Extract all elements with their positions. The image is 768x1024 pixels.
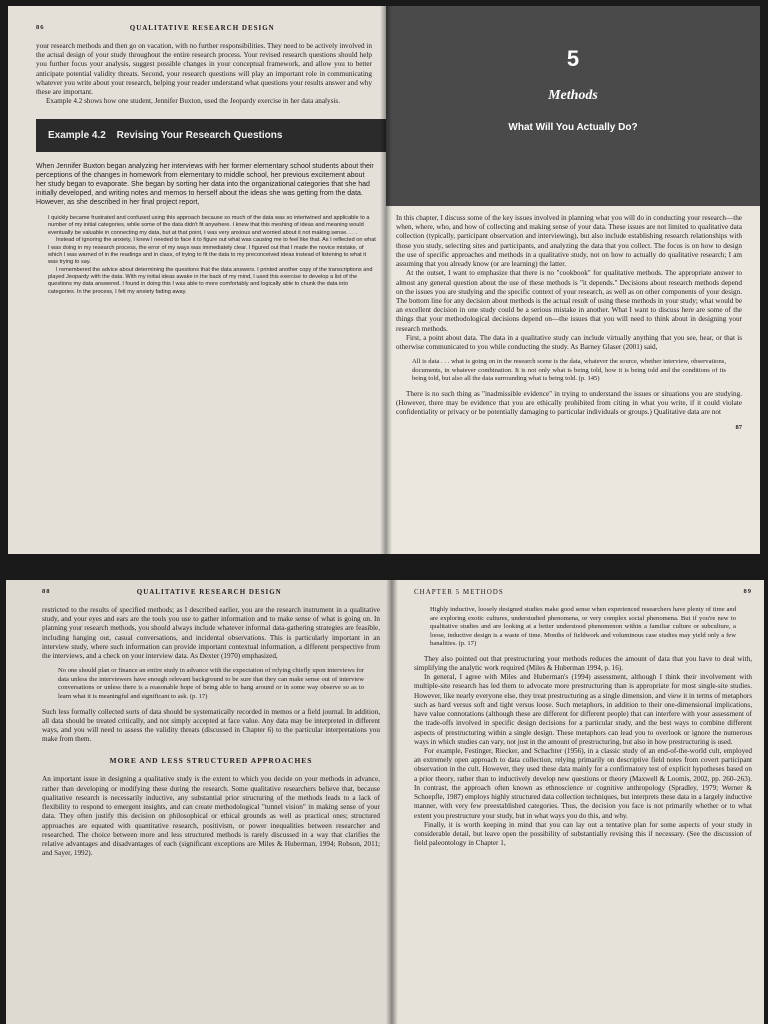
paragraph: Such less formally collected sorts of data should be systematically recorded in memos or a field journal. In addition, all data should be treated critically, and not simply accepted at face value. Any data may be interpreted in different ways, and you will need to assess the validity threats (discussed in Chapter 6) to the particular interpretations you make from them.	[42, 707, 380, 744]
example-box	[36, 119, 386, 297]
page-89	[392, 580, 764, 1024]
running-head-title: CHAPTER 5 METHODS	[414, 588, 504, 596]
paragraph: your research methods and then go on vacation, with no further responsibilities. They need to be actively involved in the actual design of your study throughout the entire research process. Your revised research questions should help you further focus your analysis, suggest possible changes in your conceptual framework, and allow you to better anticipate potential validity threats. Second, your research questions will play an important role in communicating whatever you write about your research, helping your reader understand what questions your results answer and why these are important.	[36, 42, 372, 97]
running-head-title: QUALITATIVE RESEARCH DESIGN	[136, 588, 282, 596]
page-number: 87	[735, 423, 742, 431]
page-content	[386, 206, 760, 431]
book-gutter-shadow	[380, 6, 392, 554]
running-head	[42, 588, 380, 596]
chapter-title: Methods	[548, 88, 598, 103]
running-head	[36, 24, 372, 32]
paragraph: Example 4.2 shows how one student, Jennifer Buxton, used the Jeopardy exercise in her data analysis.	[46, 97, 341, 106]
page-number: 89	[743, 588, 752, 595]
paragraph: Finally, it is worth keeping in mind that you can lay out a tentative plan for some aspects of your study in considerable detail, but leave open the possibility of substantially revising this if necessary. (See the discussion of field paleontology in Chapter 1,	[414, 820, 752, 848]
book-gutter-shadow	[386, 580, 398, 1024]
quote-paragraph: I quickly became frustrated and confused using this approach because so much of the data was so intertwined and applicable to a number of my initial categories, while some of the data didn't fit anywhere. I knew that this meshing of ideas and meaning would eventually be valuable in connecting my data, but at that point, I was very anxious and worried about it not making sense. . . .	[48, 215, 370, 236]
paragraph: At the outset, I want to emphasize that there is no "cookbook" for qualitative methods. The appropriate answer to almost any general question about the use of these methods is "it depends." Decisions about research methods depend on the issues you are studying and the specific context of your research, as well as on other components of your design. The bottom line for any decision about methods is the actual result of using these methods in your study; what would be an excellent decision in one study could be a serious mistake in another. What I want to discuss here are some of the things that your methodological decisions depend on—the issues that you will need to think about in designing your research methods.	[396, 269, 742, 333]
page-88	[6, 580, 392, 1024]
paragraph: First, a point about data. The data in a qualitative study can include virtually anything that you see, hear, or that is otherwise communicated to you while conducting the study. As Barney Glaser (2001) said,	[396, 333, 742, 352]
paragraph: In this chapter, I discuss some of the key issues involved in planning what you will do in conducting your research—the when, where, who, and how of collecting and making sense of your data. These issues are not limited to qualitative data collection (typically, participant observation and interviewing), but also include establishing research relationships with those you study, selecting sites and participants, and analyzing the data that you collect. The focus is on how to design the use of specific approaches and methods in a qualitative study, not on how to actually do qualitative research; I am assuming that you already know (or are learning) the latter.	[396, 214, 742, 269]
running-head-title: QUALITATIVE RESEARCH DESIGN	[129, 24, 275, 32]
paragraph: For example, Festinger, Riecker, and Schachter (1956), in a classic study of an end-of-the-world cult, employed an extremely open approach to data collection, relying primarily on descriptive field notes from covert participant observation in the cult. However, they used these data mainly for a confirmatory test of explicit hypotheses based on a prior theory, rather than to inductively develop new questions or theory (Maxwell & Loomis, 2002, pp. 260–263). In contrast, the approach often known as ethnoscience or cognitive anthropology (Spradley, 1979; Werner & Schoepfle, 1987) employs highly structured data collection techniques, but interprets these data in a largely inductive manner, with very few preestablished categories. Thus, the decision you face is not primarily whether or to what extent you prestructure your study, but in what ways you do this, and why.	[414, 747, 752, 820]
paragraph: restricted to the results of specified methods; as I described earlier, you are the research instrument in a qualitative study, and your eyes and ears are the tools you use to gather information and to make sense of what is going on. In planning your research methods, you should always include whatever informal data-gathering strategies are feasible, including hanging out, casual conversations, and incidental observations. This is particularly important in an interview study, where such information can provide important contextual information, a different perspective from the interviews, and a check on your interview data. As Dexter (1970) emphasized,	[42, 606, 380, 661]
quote-paragraph: Instead of ignoring the anxiety, I knew I needed to face it to figure out what was causing me to feel like that. As I reflected on what I was doing in my research process, the error of my ways was immediately clear. I figured out that I made the novice mistake, of which I was warned of in the readings and in class, of trying to fit the data to my preconceived ideas instead of listening to what it was trying to say.	[48, 237, 376, 266]
paragraph: An important issue in designing a qualitative study is the extent to which you decide on your methods in advance, rather than developing or modifying these during the research. Some qualitative researchers believe that, because qualitative research is necessarily inductive, any substantial prior structuring of the methods leads to a lack of flexibility to respond to emergent insights, and can create methodological "tunnel vision" in making sense of your data. They often justify this decision on philosophical or ethical grounds as well as practical ones; structured approaches are equated with quantitative research, positivism, or power inequalities between researcher and researched. The choice between more and less structured methods is rarely discussed in a way that clarifies the relative advantages and disadvantages of each (significant exceptions are Miles & Huberman, 1994; Robson, 2011; and Sayer, 1992).	[42, 775, 380, 858]
example-label: Example 4.2	[48, 129, 106, 141]
block-quote: No one should plan or finance an entire study in advance with the expectation of relying chiefly upon interviews for data unless the interviewers have enough relevant background to be sure that they can make sense out of interview conversations or unless there is a reasonable hope of being able to hang around or in some way observe so as to learn what it is meaningful and significant to ask. (p. 17)	[58, 667, 364, 700]
running-head	[414, 588, 752, 596]
paragraph: There is no such thing as "inadmissible evidence" in trying to understand the issues or situations you are studying. (However, there may be evidence that you are ethically prohibited from citing in what you write, if it could violate confidentiality or privacy or be potentially damaging to particular individuals or groups.) Qualitative data are not	[396, 389, 742, 417]
chapter-number: 5	[566, 46, 580, 71]
paragraph: In general, I agree with Miles and Huberman's (1994) assessment, although I think their involvement with multiple-site research has led them to advocate more prestructuring than is appropriate for most single-site studies. However, like nearly everyone else, they treat prestructuring as a single dimension, and view it in terms of metaphors such as hard versus soft and tight versus loose. Such metaphors, in addition to their one-dimensional implications, have value connotations (although these are different for different people) that can interfere with your assessment of the trade-offs involved in specific design decisions for a particular study, and the best ways to combine different aspects of prestructuring within a single design. These metaphors can lead you to overlook or ignore the numerous ways in which studies can vary, not just in the amount of prestructuring, but also in how prestructuring is used.	[414, 673, 752, 746]
quote-paragraph: I remembered the advice about determining the questions that the data answers. I printed another copy of the transcriptions and played Jeopardy with the data. With my initial ideas awake in the back of my mind, I used this exercise to develop a list of the questions my data answered. I found in doing this I was able to more comfortably and logically able to chunk the data into categories. In the process, I felt my anxiety fading away.	[48, 266, 373, 295]
page-86	[8, 6, 386, 554]
example-title: Revising Your Research Questions	[116, 129, 283, 141]
block-quote: Highly inductive, loosely designed studies make good sense when experienced researchers have plenty of time and are exploring exotic cultures, understudied phenomena, or very complex social phenomena. But if you're new to qualitative studies and are looking at a better understood phenomenon within a familiar culture or subculture, a loose, inductive design is a waste of time. Months of fieldwork and voluminous case studies may yield only a few banalities. (p. 17)	[430, 606, 736, 648]
block-quote: All is data . . . what is going on in the research scene is the data, whatever the source, whether interview, observations, documents, in whatever combination. It is not only what is being told, how it is being told and the conditions of its being told, but also all the data surrounding what is being told. (p. 145)	[412, 358, 726, 383]
chapter-header	[386, 6, 760, 206]
chapter-subtitle: What Will You Actually Do?	[508, 122, 638, 133]
example-body	[36, 152, 386, 297]
example-header	[36, 119, 386, 152]
section-heading: MORE AND LESS STRUCTURED APPROACHES	[109, 756, 313, 766]
page-number: 88	[42, 588, 51, 595]
paragraph: They also pointed out that prestructuring your methods reduces the amount of data that you have to deal with, simplifying the analytic work required (Miles & Huberman 1994, p. 16).	[414, 654, 752, 673]
page-87	[386, 6, 760, 554]
example-quote	[48, 215, 376, 296]
page-number: 86	[36, 24, 45, 31]
example-intro: When Jennifer Buxton began analyzing her interviews with her former elementary school students about their perceptions of the changes in homework from elementary to middle school, her previous excitement about her study began to evaporate. She began by sorting her data into the organizational categories that she had initially developed, and writing notes and memos to herself about the ideas she was getting from the data. However, as she described in her final project report,	[36, 162, 374, 206]
